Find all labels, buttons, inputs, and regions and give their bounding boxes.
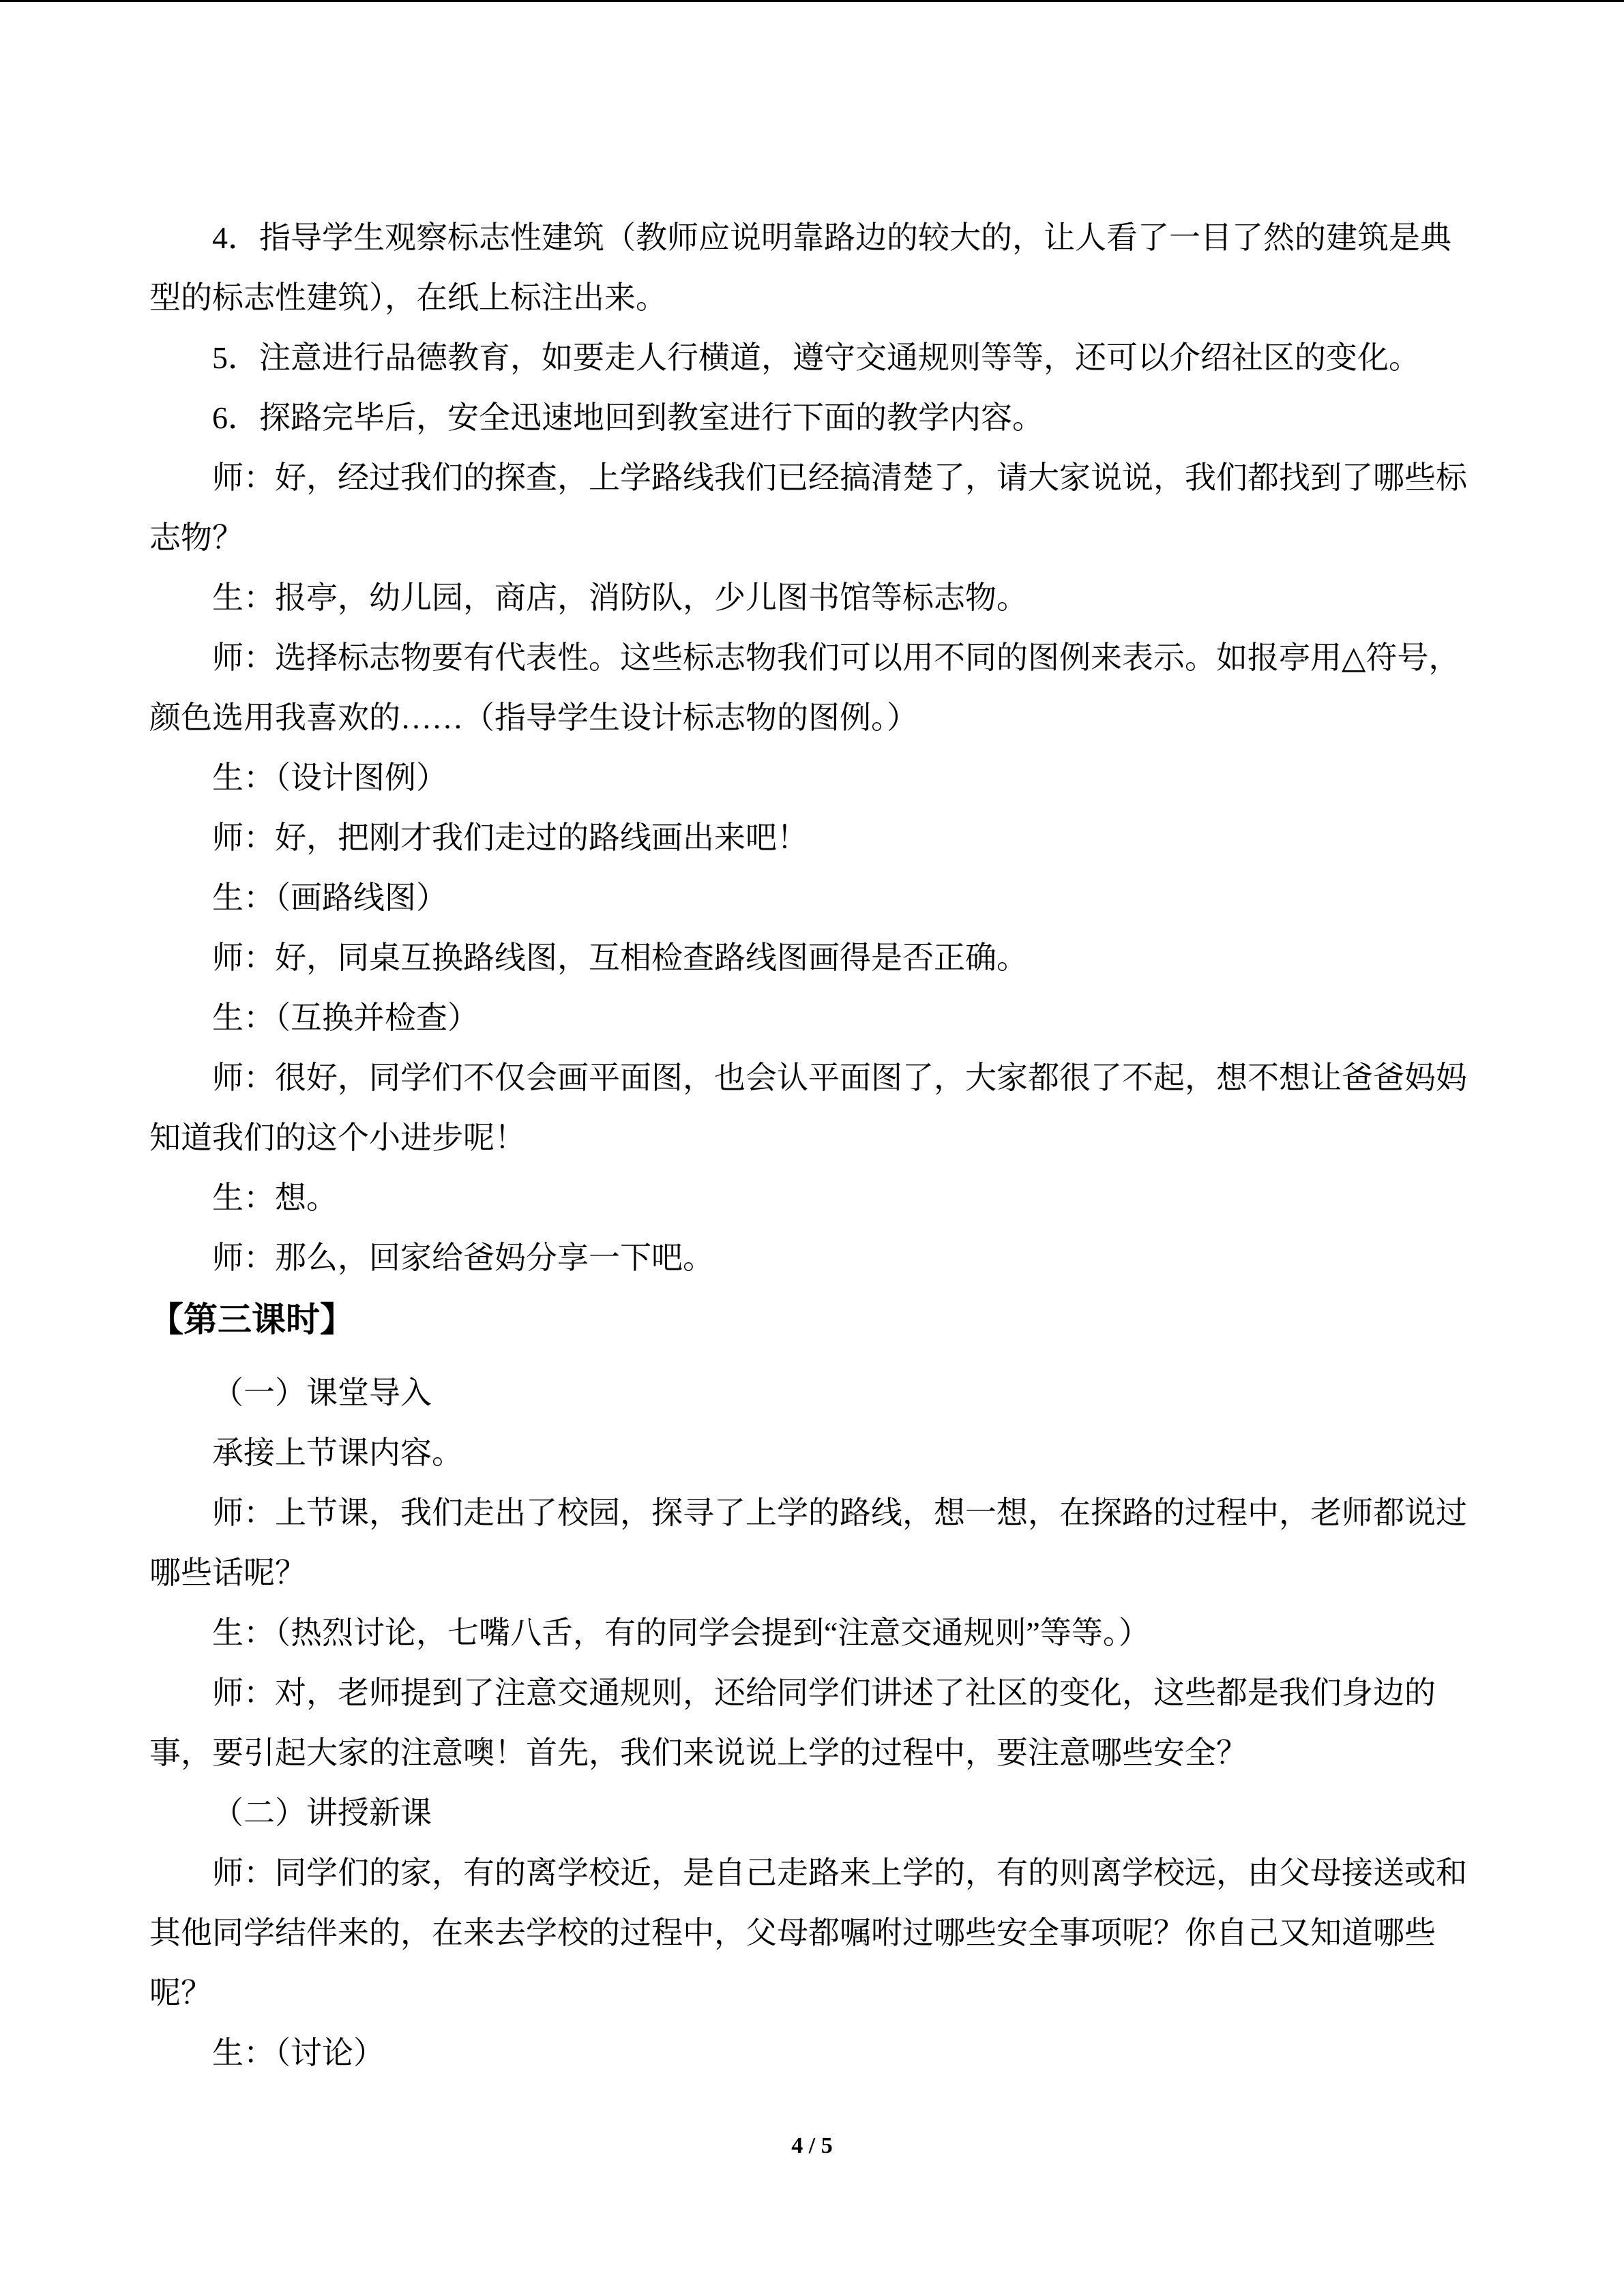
paragraph: 4．指导学生观察标志性建筑（教师应说明靠路边的较大的，让人看了一目了然的建筑是典型的标志性建筑），在纸上标注出来。 <box>149 220 1451 315</box>
document-body <box>149 208 1476 2083</box>
page-top-border <box>0 0 1624 2</box>
paragraph: 师：很好，同学们不仅会画平面图，也会认平面图了，大家都很了不起，想不想让爸爸妈妈知道我们的这个小进步呢！ <box>149 1060 1467 1155</box>
paragraph: 生：（讨论） <box>212 2036 385 2070</box>
paragraph: 师：上节课，我们走出了校园，探寻了上学的路线，想一想，在探路的过程中，老师都说过哪些话呢？ <box>149 1495 1467 1590</box>
page-number: 4 / 5 <box>791 2133 833 2158</box>
paragraph: 师：那么，回家给爸妈分享一下吧。 <box>212 1240 714 1275</box>
paragraph: 师：同学们的家，有的离学校近，是自己走路来上学的，有的则离学校远，由父母接送或和其他同学结伴来的，在来去学校的过程中，父母都嘱咐过哪些安全事项呢？你自己又知道哪些呢？ <box>149 1855 1467 2010</box>
paragraph: 生：报亭，幼儿园，商店，消防队，少儿图书馆等标志物。 <box>212 580 1028 615</box>
paragraph: 师：好，把刚才我们走过的路线画出来吧！ <box>212 820 808 855</box>
subsection-heading: （一）课堂导入 <box>212 1375 432 1410</box>
paragraph: 生：（画路线图） <box>212 880 447 915</box>
paragraph: 生：（热烈讨论，七嘴八舌，有的同学会提到“注意交通规则”等等。） <box>212 1615 1150 1650</box>
paragraph: 生：（设计图例） <box>212 760 447 795</box>
paragraph: 5．注意进行品德教育，如要走人行横道，遵守交通规则等等，还可以介绍社区的变化。 <box>212 340 1420 375</box>
paragraph: 生：（互换并检查） <box>212 1000 479 1035</box>
paragraph: 生：想。 <box>212 1180 338 1215</box>
section-heading: 【第三课时】 <box>149 1300 354 1339</box>
paragraph: 6．探路完毕后，安全迅速地回到教室进行下面的教学内容。 <box>212 400 1044 435</box>
paragraph: 师：好，经过我们的探查，上学路线我们已经搞清楚了，请大家说说，我们都找到了哪些标志物？ <box>149 460 1467 555</box>
subsection-heading: （二）讲授新课 <box>212 1795 432 1830</box>
paragraph: 师：好，同桌互换路线图，互相检查路线图画得是否正确。 <box>212 940 1028 975</box>
paragraph: 师：对，老师提到了注意交通规则，还给同学们讲述了社区的变化，这些都是我们身边的事，要引起大家的注意噢！首先，我们来说说上学的过程中，要注意哪些安全？ <box>149 1675 1436 1770</box>
paragraph: 承接上节课内容。 <box>212 1435 463 1470</box>
paragraph: 师：选择标志物要有代表性。这些标志物我们可以用不同的图例来表示。如报亭用△符号，颜色选用我喜欢的……（指导学生设计标志物的图例。） <box>149 640 1460 735</box>
